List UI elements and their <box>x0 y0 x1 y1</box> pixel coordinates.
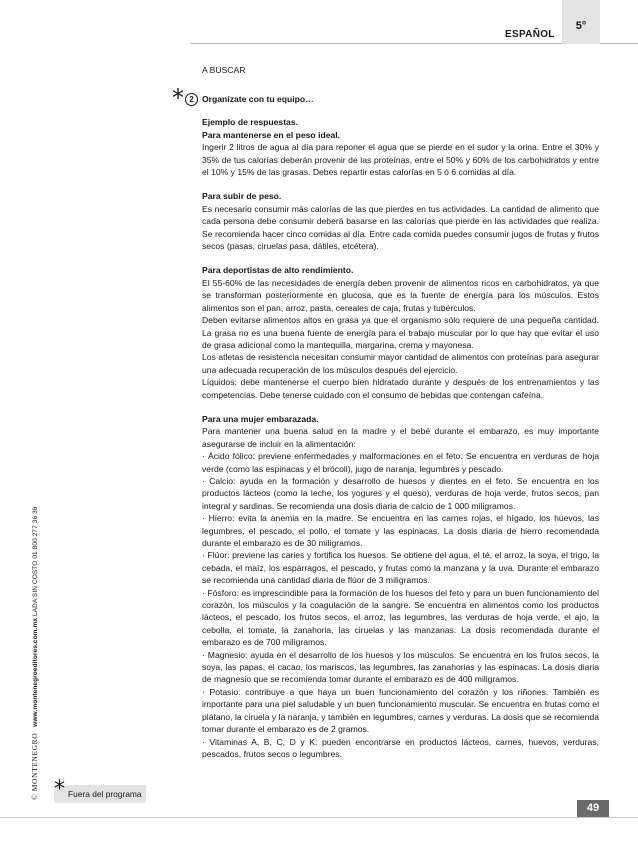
paragraph: Líquidos: debe mantenerse el cuerpo bien hidratado durante y después de los entrenamientos y las competencias. Debe tenerse cuidado con el consumo de bebidas que contengan cafeína. <box>202 377 599 400</box>
section-body: Es necesario consumir más calorías de las que pierdes en tus actividades. La cantidad de alimento que cada persona debe consumir deberá basarse en las calorías que pierde en las actividades que realiza. Se recomienda hacer cinco comidas al día. Entre cada comida puedes consumir jugos de frutas y frutos secos (pasas, ciruelas pasa, dátiles, etcétera). <box>202 203 599 252</box>
list-item: · Flúor: previene las caries y fortifica los huesos. Se obtiene del agua, el té, el arroz, la soya, el trigo, la cebada, el maíz, los espárragos, el pescado, y frutas como la manzana y la uva. Durante el embarazo se recomienda una cantidad diaria de flúor de 3 miligramos. <box>202 550 599 586</box>
asterisk-icon: * <box>54 777 65 802</box>
list-item: · Fósforo: es imprescindible para la formación de los huesos del feto y para un buen funcionamiento del corazón, los músculos y la coagulación de la sangre. Se encuentra en alimentos como los productos lácteos, el pescado, los frutos secos, el arroz, las legumbres, las verduras de hoja verde, el ajo, la cebolla, el tomate, la zanahoria, las ciruelas y las manzanas. La dosis recomendada durante el embarazo es de 700 miligramos. <box>202 587 599 648</box>
list-item: · Potasio: contribuye a que haya un buen funcionamiento del corazón y los riñones. También es importante para una piel saludable y un buen funcionamiento muscular. Se encuentra en frutas como el plátano, la ciruela y la naranja, y también en legumbres, carnes y verduras. La dosis que se recomienda tomar durante el embarazo es de 2 gramos. <box>202 686 599 735</box>
paragraph: Deben evitarse alimentos altos en grasa ya que el organismo sólo requiere de una pequeña cantidad. La grasa no es una buena fuente de energía para el trabajo muscular por lo que hay que evitar el uso de grasa adicional como la mantequilla, margarina, crema y mayonesa. <box>202 315 599 350</box>
section-subtitle: Para mantenerse en el peso ideal. <box>202 129 341 140</box>
section-title: Para una mujer embarazada. <box>202 413 319 424</box>
activity-instruction: Organízate con tu equipo… <box>202 94 314 105</box>
section-intro: Para mantener una buena salud en la madre y el bebé durante el embarazo, es muy importante asegurarse de incluir en la alimentación: <box>202 426 599 449</box>
legend-text: Fuera del programa <box>68 789 142 799</box>
list-item: · Vitaminas A, B, C, D y K: pueden encontrarse en productos lácteos, carnes, huevos, verduras, pescados, frutos secos o legumbres. <box>202 736 599 759</box>
grade-tab <box>562 0 600 44</box>
activity-header <box>172 84 599 113</box>
asterisk-icon: * <box>172 84 184 113</box>
publisher-phone: LADA SIN COSTO 01 800 277 36 36 <box>32 506 39 617</box>
section-title: Para deportistas de alto rendimiento. <box>202 265 354 276</box>
list-item: · Calcio: ayuda en la formación y desarrollo de huesos y dientes en el feto. Se encuentra en los productos lácteos (como la leche, los yogures y el queso), verduras de hoja verde, frutos secos, pan integral y sardinas. Se recomienda una dosis diaria de calcio de 1 000 miligramos. <box>202 475 599 511</box>
page-number: 49 <box>586 802 600 814</box>
publisher-brand: © MONTENEGRO <box>30 732 39 800</box>
section-title: Ejemplo de respuestas. <box>202 117 298 128</box>
legend-box <box>54 777 146 803</box>
section-title: Para subir de peso. <box>202 191 282 202</box>
paragraph: El 55-60% de las necesidades de energía deben provenir de alimentos ricos en carbohidratos, ya que se transforman posteriormente en glucosa, que es la fuente de energía para los músculos. Estos alimentos son el pan, arroz, pasta, cereales de caja, frutas y tubérculos. <box>202 277 599 313</box>
grade-label: 5° <box>575 20 587 32</box>
activity-number: 2 <box>185 93 198 106</box>
list-item: · Ácido fólico: previene enfermedades y malformaciones en el feto. Se encuentra en verduras de hoja verde (como las espinacas y el brócoli), jugo de naranja, legumbres y pescado. <box>202 451 599 474</box>
main-content <box>172 64 599 760</box>
list-item: · Magnesio: ayuda en el desarrollo de los huesos y los músculos. Se encuentra en los frutos secos, la soya, las papas, el cacao, los mariscos, las legumbres, las zanahorias y las espinacas. La dosis diaria de magnesio que se recomienda tomar durante el embarazo es de 400 miligramos. <box>202 649 599 685</box>
publisher-url: www.montenegroeditores.com.mx <box>32 617 39 727</box>
list-item: · Hierro: evita la anemia en la madre. Se encuentra en las carnes rojas, el hígado, los huevos, las legumbres, el pescado, el pollo, el tomate y las espinacas. La dosis diaria de hierro recomendada durante el embarazo es de 30 miligramos. <box>202 513 599 548</box>
footer-divider <box>0 817 638 818</box>
paragraph: Los atletas de resistencia necesitan consumir mayor cantidad de alimentos con proteínas para asegurar una adecuada recuperación de los músculos después del ejercicio. <box>202 352 599 375</box>
intro-title: A BUSCAR <box>202 65 246 75</box>
section-body: Ingerir 2 litros de agua al día para reponer el agua que se pierde en el sudor y la orina. Entre el 30% y 35% de tus calorías deberán provenir de las proteínas, entre el 50% y 60% de los carbohidratos y entre el 10% y 15% de las grasas. Debes repartir estas calorías en 5 ó 6 comidas al día. <box>202 142 599 178</box>
activity-marker <box>172 84 202 113</box>
page-number-badge <box>577 800 609 817</box>
publisher-strip <box>30 506 39 800</box>
subject-title: ESPAÑOL <box>505 29 555 40</box>
